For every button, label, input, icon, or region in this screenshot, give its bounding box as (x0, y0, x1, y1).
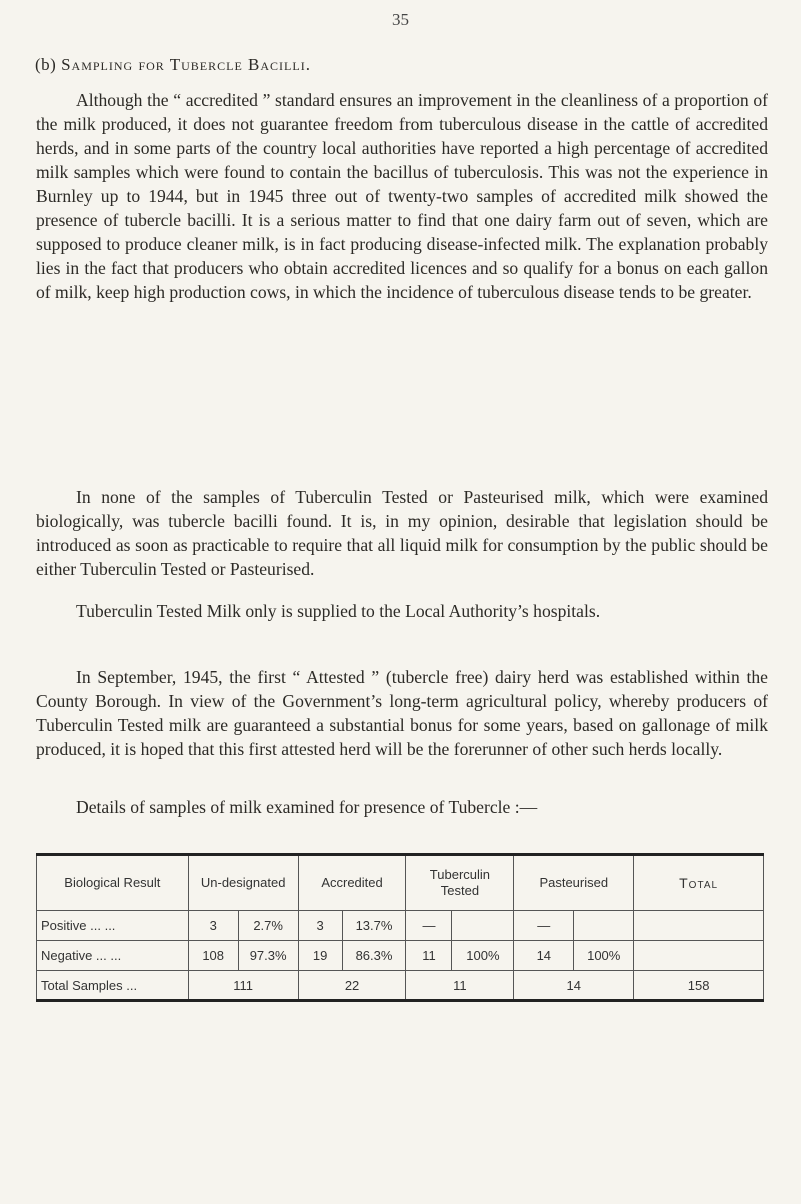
cell-total (634, 941, 764, 971)
cell-tuberculin-percent (452, 911, 514, 941)
cell-accredited-percent: 86.3% (342, 941, 406, 971)
cell-undesignated-count: 3 (188, 911, 238, 941)
cell-total (634, 911, 764, 941)
section-prefix: (b) (35, 55, 57, 74)
samples-table (36, 853, 764, 1002)
total-undesignated: 111 (188, 971, 298, 1001)
paragraph-accredited-standard: Although the “ accredited ” standard ensures an improvement in the cleanliness of a proportion of the milk produced, it does not guarantee freedom from tuberculous disease in the cattle of accredited herds, and in some parts of the country local authorities have reported a high percentage of accredited milk samples which were found to contain the bacillus of tuberculosis. This was not the experience in Burnley up to 1944, but in 1945 three out of twenty-two samples of accredited milk showed the presence of tubercle bacilli. It is a serious matter to find that one dairy farm out of seven, which are supposed to produce cleaner milk, is in fact producing disease-infected milk. The explanation probably lies in the fact that producers who obtain accredited licences and so qualify for a bonus on each gallon of milk, keep high production cows, in which the incidence of tuberculous disease tends to be greater. (36, 90, 768, 302)
cell-undesignated-percent: 97.3% (238, 941, 298, 971)
row-label: Total Samples ... (37, 971, 189, 1001)
cell-tuberculin-percent: 100% (452, 941, 514, 971)
cell-pasteurised-percent: 100% (574, 941, 634, 971)
cell-tuberculin-count: 11 (406, 941, 452, 971)
cell-accredited-count: 3 (298, 911, 342, 941)
cell-pasteurised-percent (574, 911, 634, 941)
cell-tuberculin-count: — (406, 911, 452, 941)
table-row-negative (37, 941, 764, 971)
header-total: Total (634, 855, 764, 911)
table-header-row (37, 855, 764, 911)
paragraph-table-intro: Details of samples of milk examined for presence of Tubercle :— (76, 797, 538, 817)
total-accredited: 22 (298, 971, 406, 1001)
table-row-positive (37, 911, 764, 941)
total-all-samples: 158 (634, 971, 764, 1001)
cell-pasteurised-count: 14 (514, 941, 574, 971)
page-number: 35 (392, 10, 409, 29)
cell-accredited-percent: 13.7% (342, 911, 406, 941)
total-tuberculin: 11 (406, 971, 514, 1001)
header-pasteurised: Pasteurised (514, 855, 634, 911)
header-tuberculin-tested: Tuberculin Tested (406, 855, 514, 911)
row-label: Negative ... ... (37, 941, 189, 971)
paragraph-hospitals: Tuberculin Tested Milk only is supplied to the Local Authority’s hospitals. (76, 601, 601, 621)
paragraph-tuberculin-pasteurised: In none of the samples of Tuberculin Tested or Pasteurised milk, which were examined biologically, was tubercle bacilli found. It is, in my opinion, desirable that legislation should be introduced as soon as practicable to require that all liquid milk for consumption by the public should be either Tuberculin Tested or Pasteurised. (36, 487, 768, 579)
header-biological-result: Biological Result (37, 855, 189, 911)
header-undesignated: Un-designated (188, 855, 298, 911)
table-row-total-samples (37, 971, 764, 1001)
cell-pasteurised-count: — (514, 911, 574, 941)
section-heading (35, 55, 311, 75)
total-pasteurised: 14 (514, 971, 634, 1001)
header-accredited: Accredited (298, 855, 406, 911)
paragraph-attested-herd: In September, 1945, the first “ Attested ” (tubercle free) dairy herd was established within the County Borough. In view of the Government’s long-term agricultural policy, whereby producers of Tuberculin Tested milk are guaranteed a substantial bonus for some years, based on gallonage of milk produced, it is hoped that this first attested herd will be the forerunner of other such herds locally. (36, 667, 768, 759)
cell-undesignated-count: 108 (188, 941, 238, 971)
row-label: Positive ... ... (37, 911, 189, 941)
section-title: Sampling for Tubercle Bacilli. (61, 55, 311, 74)
cell-accredited-count: 19 (298, 941, 342, 971)
cell-undesignated-percent: 2.7% (238, 911, 298, 941)
